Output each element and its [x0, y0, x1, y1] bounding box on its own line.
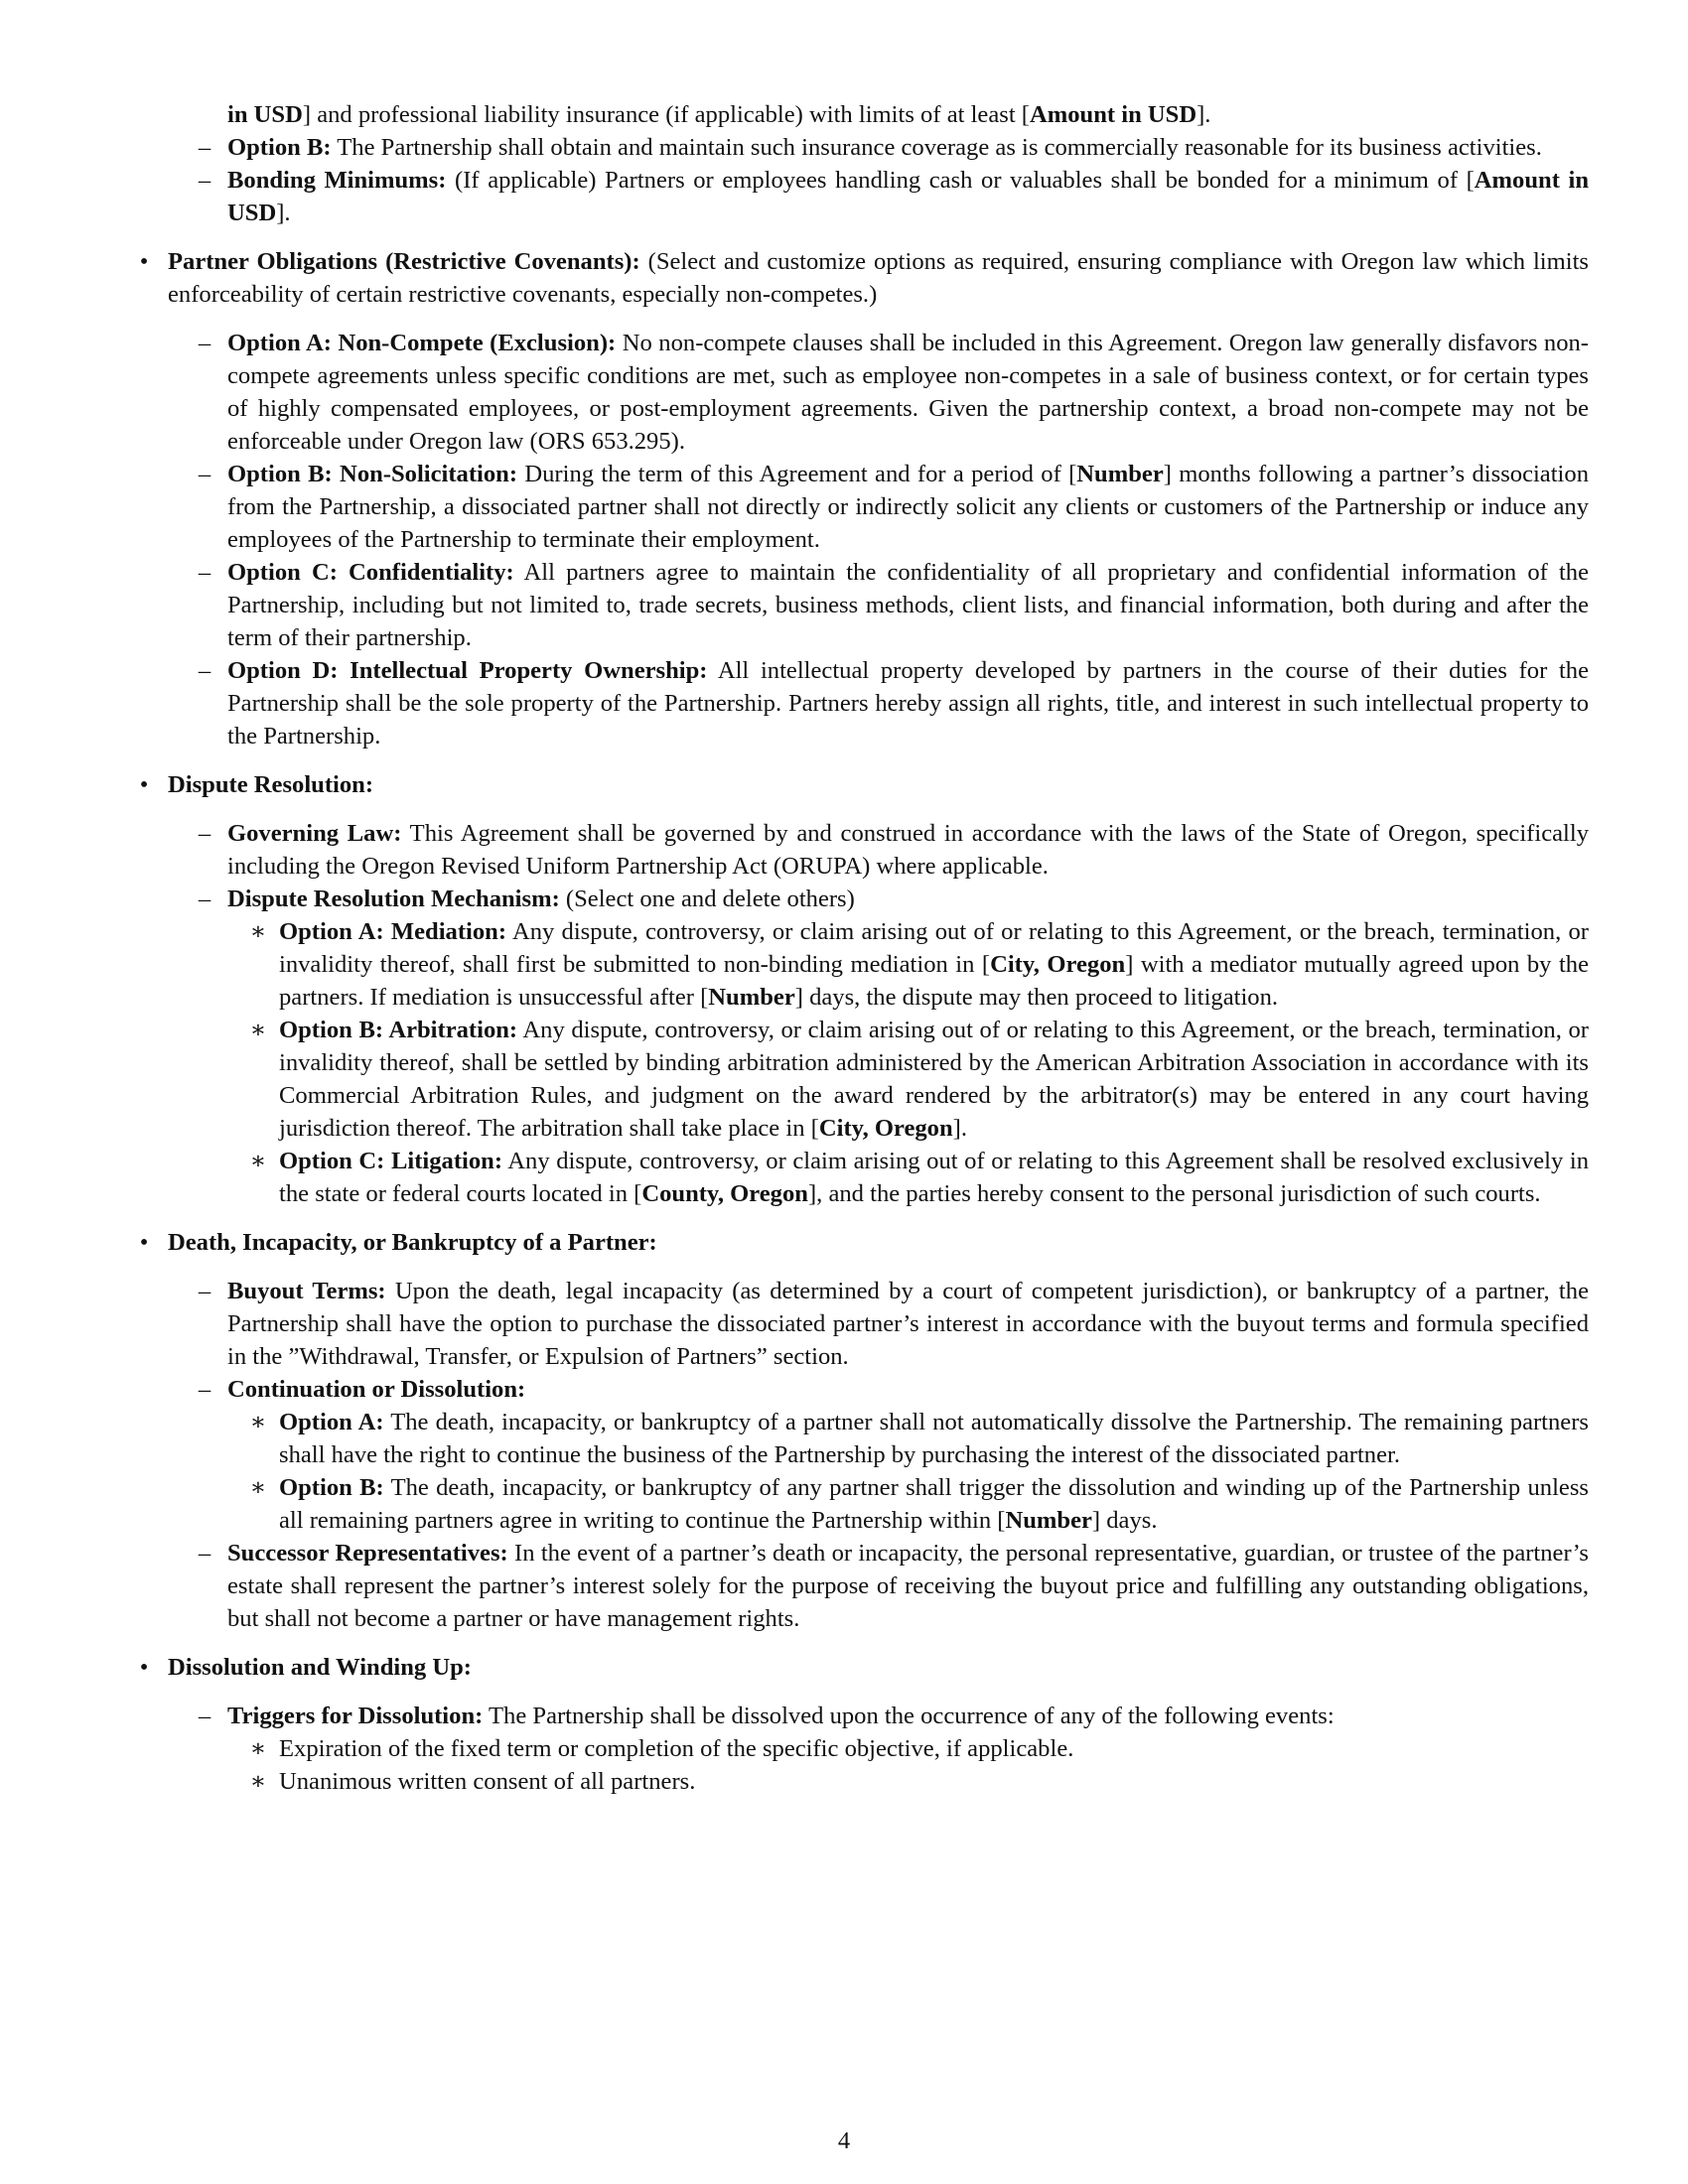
placeholder-number: Number — [1076, 461, 1164, 487]
clause-text: During the term of this Agreement and for a period of [ — [517, 461, 1077, 487]
clause-text: All intellectual property developed by partners in the course of their duties for the Partnership shall be the sole property of the Partnership. Partners hereby assign all rights, title, and interest in such intellectual property to the Partnership. — [227, 657, 1589, 750]
clause-text: ] days. — [1091, 1507, 1158, 1534]
option-label: Option B: — [279, 1474, 384, 1501]
clause-text: In the event of a partner’s death or incapacity, the personal representative, guardian, or trustee of the partner’s estate shall represent the partner’s interest solely for the purpose of receiving the buyout price and fulfilling any outstanding obligations, but shall not become a partner or have management rights. — [227, 1540, 1589, 1632]
insurance-option-b — [135, 131, 1589, 164]
option-label: Bonding Minimums: — [227, 167, 447, 194]
clause-text: No non-compete clauses shall be included in this Agreement. Oregon law generally disfavors non-compete agreements unless specific conditions are met, such as employee non-competes in a sale of business context, or for certain types of highly compensated employees, or post-employment agreements. Given the partnership context, a broad non-compete may not be enforceable under Oregon law (ORS 653.295). — [227, 330, 1589, 455]
option-label: Governing Law: — [227, 820, 402, 847]
bullet-marker: • — [139, 1654, 149, 1681]
star-marker: ∗ — [249, 1409, 267, 1435]
placeholder-number: Number — [1005, 1507, 1092, 1534]
dash-marker: – — [198, 167, 211, 194]
option-label: Dispute Resolution Mechanism: — [227, 886, 560, 912]
clause-text: The death, incapacity, or bankruptcy of a partner shall not automatically dissolve the Partnership. The remaining partners shall have the right to continue the business of the Partnership by purchasing the interest of the dissociated partner. — [279, 1409, 1589, 1468]
option-label: Continuation or Dissolution: — [227, 1376, 526, 1403]
dash-marker: – — [198, 1540, 211, 1567]
clause-text: ]. — [276, 200, 291, 226]
covenant-option-b — [135, 458, 1589, 556]
option-label: Option D: Intellectual Property Ownership: — [227, 657, 708, 684]
dispute-option-arbitration — [135, 1014, 1589, 1145]
section-heading: Partner Obligations (Restrictive Covenants): — [168, 248, 640, 275]
dispute-option-mediation — [135, 915, 1589, 1014]
option-label: Option A: — [279, 1409, 384, 1435]
trigger-item — [135, 1732, 1589, 1765]
option-label: Option C: Confidentiality: — [227, 559, 514, 586]
option-label: Buyout Terms: — [227, 1278, 386, 1304]
section-heading: Dispute Resolution: — [168, 771, 374, 798]
clause-text: ] days, the dispute may then proceed to litigation. — [794, 984, 1279, 1011]
star-marker: ∗ — [249, 1474, 267, 1501]
continuation-option-a — [135, 1406, 1589, 1471]
dash-marker: – — [198, 461, 211, 487]
trigger-text: Unanimous written consent of all partners. — [279, 1768, 696, 1795]
placeholder-city: City, Oregon — [990, 951, 1126, 978]
bullet-marker: • — [139, 771, 149, 798]
option-label: Triggers for Dissolution: — [227, 1703, 484, 1729]
insurance-bonding — [135, 164, 1589, 229]
clause-text: All partners agree to maintain the confidentiality of all proprietary and confidential information of the Partnership, including but not limited to, trade secrets, business methods, client lists, and financial information, both during and after the term of their partnership. — [227, 559, 1590, 651]
covenant-option-a — [135, 327, 1589, 458]
clause-text: (If applicable) Partners or employees handling cash or valuables shall be bonded for a minimum of [ — [446, 167, 1475, 194]
dash-marker: – — [198, 330, 211, 356]
option-label: Option A: Mediation: — [279, 918, 507, 945]
option-label: Option B: — [227, 134, 332, 161]
clause-text: The Partnership shall be dissolved upon the occurrence of any of the following events: — [483, 1703, 1335, 1729]
placeholder-number: Number — [708, 984, 795, 1011]
bullet-marker: • — [139, 1229, 149, 1256]
document-body — [135, 98, 1589, 1798]
placeholder-amount: in USD — [227, 101, 303, 128]
clause-text: ]. — [952, 1115, 967, 1142]
star-marker: ∗ — [249, 1017, 267, 1043]
section-dispute-resolution — [135, 768, 1589, 801]
continuation-or-dissolution — [135, 1373, 1589, 1406]
placeholder-amount: Amount in USD — [227, 167, 1589, 226]
clause-text: ] and professional liability insurance (if applicable) with limits of at least [ — [302, 101, 1030, 128]
governing-law — [135, 817, 1589, 883]
dispute-option-litigation — [135, 1145, 1589, 1210]
star-marker: ∗ — [249, 1148, 267, 1174]
covenant-option-c — [135, 556, 1589, 654]
placeholder-amount: Amount in USD — [1030, 101, 1197, 128]
trigger-item — [135, 1765, 1589, 1798]
dash-marker: – — [198, 657, 211, 684]
clause-text: Any dispute, controversy, or claim arising out of or relating to this Agreement, or the breach, termination, or invalidity thereof, shall be settled by binding arbitration administered by the American Arbitration Association in accordance with its Commercial Arbitration Rules, and judgment on the award rendered by the arbitrator(s) may be entered in any court having jurisdiction thereof. The arbitration shall take place in [ — [279, 1017, 1589, 1142]
section-dissolution — [135, 1651, 1589, 1684]
clause-text: ], and the parties hereby consent to the personal jurisdiction of such courts. — [807, 1180, 1541, 1207]
option-label: Successor Representatives: — [227, 1540, 508, 1567]
clause-text: ]. — [1196, 101, 1211, 128]
dissolution-triggers — [135, 1700, 1589, 1732]
placeholder-county: County, Oregon — [641, 1180, 808, 1207]
section-restrictive-covenants — [135, 245, 1589, 311]
clause-text: ] with a mediator mutually agreed upon by the partners. If mediation is unsuccessful after [ — [279, 951, 1589, 1011]
star-marker: ∗ — [249, 918, 267, 945]
page-number: 4 — [837, 2127, 851, 2154]
dash-marker: – — [198, 1376, 211, 1403]
insurance-option-a-continuation — [135, 98, 1589, 131]
buyout-terms — [135, 1275, 1589, 1373]
dash-marker: – — [198, 1278, 211, 1304]
star-marker: ∗ — [249, 1768, 267, 1795]
section-heading: Death, Incapacity, or Bankruptcy of a Partner: — [168, 1229, 657, 1256]
clause-text: Any dispute, controversy, or claim arising out of or relating to this Agreement, or the breach, termination, or invalidity thereof, shall first be submitted to non-binding mediation in [ — [279, 918, 1589, 978]
dash-marker: – — [198, 820, 211, 847]
continuation-option-b — [135, 1471, 1589, 1537]
clause-text: Upon the death, legal incapacity (as determined by a court of competent jurisdiction), or bankruptcy of a partner, the Partnership shall have the option to purchase the dissociated partner’s interest in accordance with the buyout terms and formula specified in the ”Withdrawal, Transfer, or Expulsion of Partners” section. — [227, 1278, 1589, 1370]
dash-marker: – — [198, 559, 211, 586]
option-label: Option C: Litigation: — [279, 1148, 503, 1174]
dash-marker: – — [198, 134, 211, 161]
clause-text: Any dispute, controversy, or claim arising out of or relating to this Agreement shall be resolved exclusively in the state or federal courts located in [ — [279, 1148, 1589, 1207]
section-heading: Dissolution and Winding Up: — [168, 1654, 472, 1681]
section-death-incapacity — [135, 1226, 1589, 1259]
successor-representatives — [135, 1537, 1589, 1635]
option-label: Option A: Non-Compete (Exclusion): — [227, 330, 617, 356]
dash-marker: – — [198, 886, 211, 912]
option-label: Option B: Arbitration: — [279, 1017, 518, 1043]
clause-text: (Select one and delete others) — [559, 886, 855, 912]
trigger-text: Expiration of the fixed term or completion of the specific objective, if applicable. — [279, 1735, 1074, 1762]
star-marker: ∗ — [249, 1735, 267, 1762]
dash-marker: – — [198, 1703, 211, 1729]
option-label: Option B: Non-Solicitation: — [227, 461, 518, 487]
clause-text: ] months following a partner’s dissociation from the Partnership, a dissociated partner shall not directly or indirectly solicit any clients or customers of the Partnership or induce any employees of the Partnership to terminate their employment. — [227, 461, 1589, 553]
clause-text: The death, incapacity, or bankruptcy of any partner shall trigger the dissolution and winding up of the Partnership unless all remaining partners agree in writing to continue the Partnership within [ — [279, 1474, 1589, 1534]
dispute-mechanism — [135, 883, 1589, 915]
section-intro: (Select and customize options as required, ensuring compliance with Oregon law which limits enforceability of certain restrictive covenants, especially non-competes.) — [168, 248, 1589, 308]
bullet-marker: • — [139, 248, 149, 275]
clause-text: This Agreement shall be governed by and construed in accordance with the laws of the State of Oregon, specifically including the Oregon Revised Uniform Partnership Act (ORUPA) where applicable. — [227, 820, 1589, 880]
covenant-option-d — [135, 654, 1589, 752]
clause-text: The Partnership shall obtain and maintain such insurance coverage as is commercially reasonable for its business activities. — [331, 134, 1542, 161]
placeholder-city: City, Oregon — [818, 1115, 953, 1142]
